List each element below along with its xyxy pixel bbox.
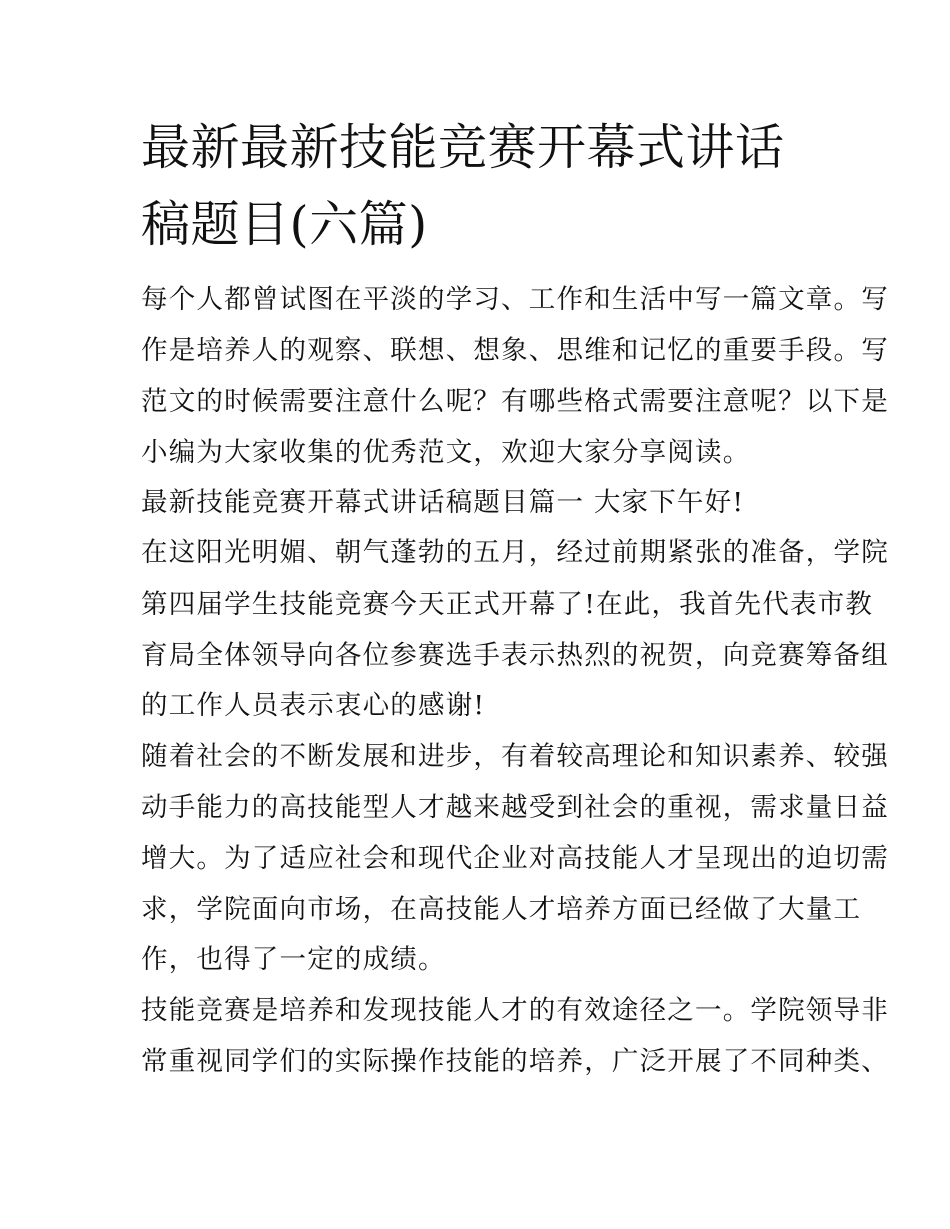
body-text-line: 常重视同学们的实际操作技能的培养，广泛开展了不同种类、 — [141, 1046, 889, 1077]
body-text-line: 每个人都曾试图在平淡的学习、工作和生活中写一篇文章。写 — [141, 284, 889, 315]
body-text-line: 作是培养人的观察、联想、想象、思维和记忆的重要手段。写 — [141, 335, 889, 366]
document-title-line-2: 稿题目(六篇) — [141, 196, 428, 253]
body-text-line: 的工作人员表示衷心的感谢! — [141, 690, 486, 721]
body-text-line: 求，学院面向市场，在高技能人才培养方面已经做了大量工 — [141, 894, 862, 925]
body-text-line: 作，也得了一定的成绩。 — [141, 944, 446, 975]
body-text-line: 动手能力的高技能型人才越来越受到社会的重视，需求量日益 — [141, 792, 889, 823]
body-text-line: 最新技能竞赛开幕式讲话稿题目篇一 大家下午好! — [141, 487, 745, 518]
body-text-line: 在这阳光明媚、朝气蓬勃的五月，经过前期紧张的准备，学院 — [141, 537, 889, 568]
body-text-line: 随着社会的不断发展和进步，有着较高理论和知识素养、较强 — [141, 741, 889, 772]
body-text-line: 第四届学生技能竞赛今天正式开幕了!在此，我首先代表市教 — [141, 589, 874, 620]
body-text-line: 技能竞赛是培养和发现技能人才的有效途径之一。学院领导非 — [141, 995, 889, 1026]
body-text-line: 小编为大家收集的优秀范文，欢迎大家分享阅读。 — [141, 437, 751, 468]
body-text-line: 增大。为了适应社会和现代企业对高技能人才呈现出的迫切需 — [141, 843, 889, 874]
body-text-line: 范文的时候需要注意什么呢？有哪些格式需要注意呢？以下是 — [141, 386, 889, 417]
body-text-line: 育局全体领导向各位参赛选手表示热烈的祝贺，向竞赛筹备组 — [141, 640, 889, 671]
document-title-line-1: 最新最新技能竞赛开幕式讲话 — [141, 119, 785, 176]
